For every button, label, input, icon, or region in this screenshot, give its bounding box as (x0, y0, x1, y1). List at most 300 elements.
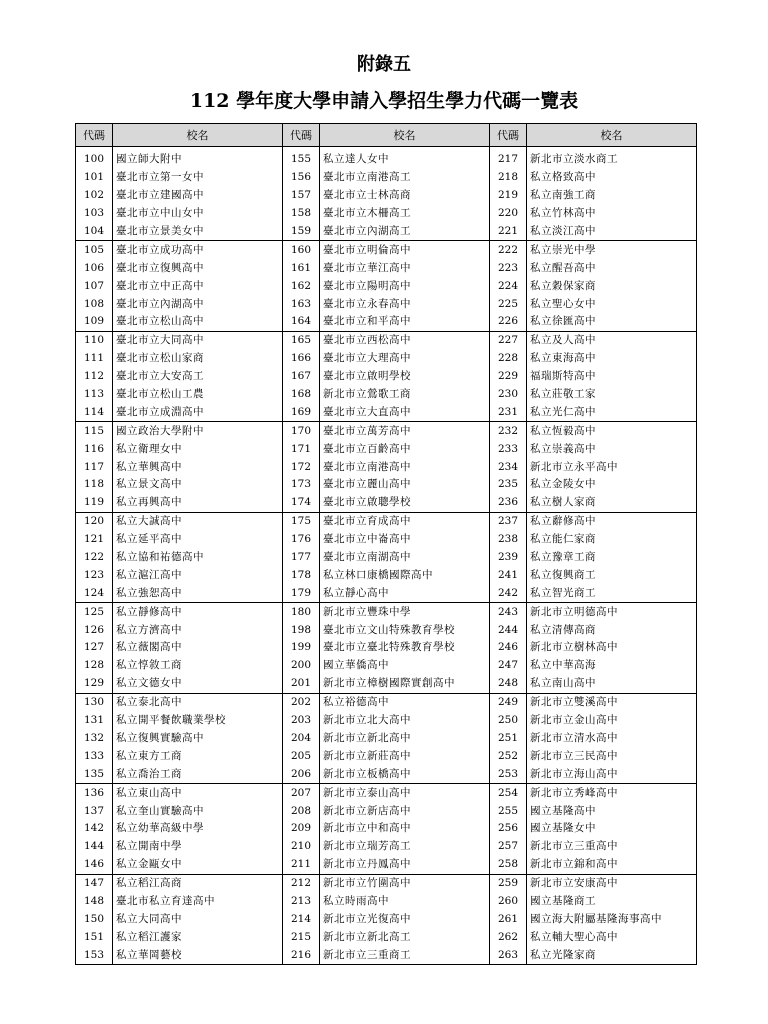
school-code-cell: 221 (490, 223, 527, 241)
school-code-cell: 215 (283, 928, 320, 946)
school-code-cell: 199 (283, 639, 320, 657)
school-code-cell: 258 (490, 856, 527, 874)
school-code-cell: 148 (76, 893, 113, 911)
school-name-cell: 新北市立明德高中 (527, 603, 697, 621)
table-row (76, 368, 697, 386)
school-code-cell: 130 (76, 693, 113, 711)
school-name-cell: 私立大誠高中 (113, 512, 283, 530)
school-name-cell: 私立滬江高中 (113, 566, 283, 584)
table-row (76, 784, 697, 802)
school-code-cell: 211 (283, 856, 320, 874)
school-code-cell: 248 (490, 675, 527, 693)
school-code-cell: 180 (283, 603, 320, 621)
table-row (76, 223, 697, 241)
school-name-cell: 私立清傳高商 (527, 621, 697, 639)
school-name-cell: 臺北市立大安高工 (113, 368, 283, 386)
school-name-cell: 新北市立樹林高中 (527, 639, 697, 657)
school-name-cell: 私立文德女中 (113, 675, 283, 693)
school-name-cell: 私立輔大聖心高中 (527, 928, 697, 946)
school-code-cell: 263 (490, 946, 527, 964)
table-row (76, 350, 697, 368)
school-code-cell: 218 (490, 169, 527, 187)
school-code-cell: 252 (490, 747, 527, 765)
school-name-cell: 私立達人女中 (320, 147, 490, 169)
table-row (76, 422, 697, 440)
school-code-cell: 216 (283, 946, 320, 964)
school-code-cell: 111 (76, 350, 113, 368)
school-code-cell: 153 (76, 946, 113, 964)
school-name-cell: 新北市立光復高中 (320, 910, 490, 928)
table-row (76, 820, 697, 838)
school-code-cell: 110 (76, 331, 113, 349)
school-name-cell: 私立東海高中 (527, 350, 697, 368)
school-name-cell: 國立基隆女中 (527, 820, 697, 838)
school-code-cell: 118 (76, 476, 113, 494)
table-row (76, 512, 697, 530)
school-code-cell: 166 (283, 350, 320, 368)
school-name-cell: 私立豫章工商 (527, 549, 697, 567)
school-code-cell: 251 (490, 730, 527, 748)
school-name-cell: 私立樹人家商 (527, 494, 697, 512)
school-code-cell: 235 (490, 476, 527, 494)
school-name-cell: 新北市立丹鳳高中 (320, 856, 490, 874)
school-name-cell: 新北市立三重高中 (527, 838, 697, 856)
column-header-name: 校名 (527, 124, 697, 147)
page-title: 112 學年度大學申請入學招生學力代碼一覽表 (189, 90, 579, 112)
school-code-cell: 257 (490, 838, 527, 856)
school-code-cell: 226 (490, 313, 527, 331)
school-name-cell: 新北市立三重商工 (320, 946, 490, 964)
school-name-cell: 私立泰北高中 (113, 693, 283, 711)
school-code-cell: 122 (76, 549, 113, 567)
table-row (76, 856, 697, 874)
school-name-cell: 新北市立豐珠中學 (320, 603, 490, 621)
school-code-cell: 102 (76, 187, 113, 205)
school-code-cell: 146 (76, 856, 113, 874)
school-code-cell: 239 (490, 549, 527, 567)
table-row (76, 675, 697, 693)
school-code-cell: 119 (76, 494, 113, 512)
school-code-cell: 113 (76, 386, 113, 404)
school-code-cell: 142 (76, 820, 113, 838)
school-name-cell: 新北市立新北高中 (320, 730, 490, 748)
table-row (76, 928, 697, 946)
school-code-cell: 250 (490, 712, 527, 730)
school-code-cell: 123 (76, 566, 113, 584)
school-code-cell: 125 (76, 603, 113, 621)
school-code-cell: 246 (490, 639, 527, 657)
table-row (76, 169, 697, 187)
column-header-code: 代碼 (283, 124, 320, 147)
school-name-cell: 臺北市立復興高中 (113, 259, 283, 277)
school-name-cell: 私立開南中學 (113, 838, 283, 856)
school-name-cell: 臺北市立華江高中 (320, 259, 490, 277)
school-code-cell: 230 (490, 386, 527, 404)
school-name-cell: 臺北市立內湖高工 (320, 223, 490, 241)
school-code-cell: 200 (283, 657, 320, 675)
school-name-cell: 臺北市立麗山高中 (320, 476, 490, 494)
school-code-cell: 254 (490, 784, 527, 802)
school-code-cell: 207 (283, 784, 320, 802)
school-code-cell: 165 (283, 331, 320, 349)
school-name-cell: 私立林口康橋國際高中 (320, 566, 490, 584)
school-code-cell: 158 (283, 205, 320, 223)
school-name-cell: 私立金甌女中 (113, 856, 283, 874)
school-code-cell: 222 (490, 241, 527, 259)
school-name-cell: 臺北市立西松高中 (320, 331, 490, 349)
school-name-cell: 新北市立泰山高中 (320, 784, 490, 802)
school-name-cell: 私立格致高中 (527, 169, 697, 187)
school-code-cell: 128 (76, 657, 113, 675)
school-code-cell: 175 (283, 512, 320, 530)
school-code-cell: 220 (490, 205, 527, 223)
school-code-cell: 144 (76, 838, 113, 856)
school-code-cell: 120 (76, 512, 113, 530)
table-row (76, 403, 697, 421)
school-name-cell: 新北市立金山高中 (527, 712, 697, 730)
school-code-cell: 121 (76, 531, 113, 549)
column-header-name: 校名 (320, 124, 490, 147)
table-row (76, 893, 697, 911)
school-name-cell: 臺北市私立育達高中 (113, 893, 283, 911)
school-name-cell: 私立竹林高中 (527, 205, 697, 223)
school-code-cell: 136 (76, 784, 113, 802)
school-name-cell: 臺北市立育成高中 (320, 512, 490, 530)
school-code-cell: 253 (490, 765, 527, 783)
school-name-cell: 臺北市立臺北特殊教育學校 (320, 639, 490, 657)
table-row (76, 549, 697, 567)
school-name-cell: 私立華興高中 (113, 458, 283, 476)
school-code-cell: 255 (490, 802, 527, 820)
school-name-cell: 私立能仁家商 (527, 531, 697, 549)
school-code-cell: 133 (76, 747, 113, 765)
column-header-code: 代碼 (490, 124, 527, 147)
school-code-cell: 247 (490, 657, 527, 675)
school-name-cell: 私立光仁高中 (527, 403, 697, 421)
table-row (76, 639, 697, 657)
school-code-cell: 178 (283, 566, 320, 584)
school-name-cell: 臺北市立建國高中 (113, 187, 283, 205)
school-name-cell: 臺北市立啟明學校 (320, 368, 490, 386)
table-row (76, 313, 697, 331)
school-code-cell: 233 (490, 440, 527, 458)
school-code-cell: 238 (490, 531, 527, 549)
school-code-cell: 170 (283, 422, 320, 440)
school-code-cell: 244 (490, 621, 527, 639)
school-code-cell: 169 (283, 403, 320, 421)
school-name-cell: 新北市立永平高中 (527, 458, 697, 476)
school-name-cell: 臺北市立大同高中 (113, 331, 283, 349)
school-name-cell: 臺北市立中正高中 (113, 277, 283, 295)
school-name-cell: 私立穀保家商 (527, 277, 697, 295)
school-code-cell: 162 (283, 277, 320, 295)
school-name-cell: 國立師大附中 (113, 147, 283, 169)
school-name-cell: 私立稻江高商 (113, 874, 283, 892)
school-name-cell: 臺北市立啟聰學校 (320, 494, 490, 512)
table-row (76, 386, 697, 404)
school-name-cell: 福瑞斯特高中 (527, 368, 697, 386)
school-name-cell: 臺北市立百齡高中 (320, 440, 490, 458)
school-name-cell: 私立方濟高中 (113, 621, 283, 639)
school-code-cell: 114 (76, 403, 113, 421)
school-code-cell: 131 (76, 712, 113, 730)
school-code-cell: 168 (283, 386, 320, 404)
school-code-cell: 107 (76, 277, 113, 295)
school-code-cell: 164 (283, 313, 320, 331)
school-name-cell: 新北市立安康高中 (527, 874, 697, 892)
school-name-cell: 私立智光商工 (527, 584, 697, 602)
school-name-cell: 私立淡江高中 (527, 223, 697, 241)
table-row (76, 277, 697, 295)
school-code-cell: 127 (76, 639, 113, 657)
table-row (76, 584, 697, 602)
school-name-cell: 私立東方工商 (113, 747, 283, 765)
school-code-cell: 227 (490, 331, 527, 349)
table-row (76, 531, 697, 549)
school-name-cell: 新北市立雙溪高中 (527, 693, 697, 711)
school-name-cell: 私立靜心高中 (320, 584, 490, 602)
school-code-cell: 223 (490, 259, 527, 277)
school-name-cell: 臺北市立明倫高中 (320, 241, 490, 259)
school-code-cell: 234 (490, 458, 527, 476)
school-name-cell: 新北市立板橋高中 (320, 765, 490, 783)
school-name-cell: 私立強恕高中 (113, 584, 283, 602)
school-name-cell: 臺北市立萬芳高中 (320, 422, 490, 440)
school-code-cell: 129 (76, 675, 113, 693)
school-code-cell: 219 (490, 187, 527, 205)
school-name-cell: 新北市立北大高中 (320, 712, 490, 730)
school-code-cell: 116 (76, 440, 113, 458)
table-row (76, 693, 697, 711)
school-code-cell: 171 (283, 440, 320, 458)
school-code-cell: 155 (283, 147, 320, 169)
school-code-cell: 213 (283, 893, 320, 911)
school-code-cell: 262 (490, 928, 527, 946)
school-name-cell: 新北市立新店高中 (320, 802, 490, 820)
school-name-cell: 國立基隆高中 (527, 802, 697, 820)
table-row (76, 187, 697, 205)
school-code-cell: 156 (283, 169, 320, 187)
school-code-cell: 229 (490, 368, 527, 386)
school-code-cell: 241 (490, 566, 527, 584)
school-name-cell: 臺北市立第一女中 (113, 169, 283, 187)
school-code-cell: 201 (283, 675, 320, 693)
school-code-cell: 231 (490, 403, 527, 421)
school-name-cell: 私立景文高中 (113, 476, 283, 494)
column-header-code: 代碼 (76, 124, 113, 147)
school-code-cell: 172 (283, 458, 320, 476)
school-name-cell: 臺北市立松山家商 (113, 350, 283, 368)
school-code-cell: 249 (490, 693, 527, 711)
school-name-cell: 臺北市立永春高中 (320, 295, 490, 313)
column-header-name: 校名 (113, 124, 283, 147)
school-name-cell: 私立恆毅高中 (527, 422, 697, 440)
table-row (76, 910, 697, 928)
school-name-cell: 新北市立中和高中 (320, 820, 490, 838)
school-code-cell: 112 (76, 368, 113, 386)
school-name-cell: 臺北市立陽明高中 (320, 277, 490, 295)
table-row (76, 331, 697, 349)
school-name-cell: 私立華岡藝校 (113, 946, 283, 964)
school-code-cell: 103 (76, 205, 113, 223)
school-code-cell: 259 (490, 874, 527, 892)
table-row (76, 259, 697, 277)
table-header-row (76, 124, 697, 147)
school-code-cell: 173 (283, 476, 320, 494)
school-code-cell: 124 (76, 584, 113, 602)
school-code-cell: 206 (283, 765, 320, 783)
school-name-cell: 私立光隆家商 (527, 946, 697, 964)
school-name-cell: 私立開平餐飲職業學校 (113, 712, 283, 730)
school-name-cell: 臺北市立景美女中 (113, 223, 283, 241)
table-row (76, 765, 697, 783)
school-name-cell: 私立協和祐德高中 (113, 549, 283, 567)
school-name-cell: 臺北市立文山特殊教育學校 (320, 621, 490, 639)
school-code-cell: 203 (283, 712, 320, 730)
table-row (76, 838, 697, 856)
table-row (76, 440, 697, 458)
school-code-cell: 179 (283, 584, 320, 602)
school-name-cell: 私立金陵女中 (527, 476, 697, 494)
school-name-cell: 私立靜修高中 (113, 603, 283, 621)
school-code-cell: 217 (490, 147, 527, 169)
school-name-cell: 新北市立瑞芳高工 (320, 838, 490, 856)
school-name-cell: 新北市立三民高中 (527, 747, 697, 765)
school-code-cell: 151 (76, 928, 113, 946)
school-code-cell: 137 (76, 802, 113, 820)
school-name-cell: 私立稻江護家 (113, 928, 283, 946)
school-code-cell: 261 (490, 910, 527, 928)
school-code-cell: 256 (490, 820, 527, 838)
school-name-cell: 臺北市立中崙高中 (320, 531, 490, 549)
school-name-cell: 私立喬治工商 (113, 765, 283, 783)
school-name-cell: 臺北市立南港高中 (320, 458, 490, 476)
school-code-cell: 210 (283, 838, 320, 856)
table-row (76, 657, 697, 675)
appendix-label: 附錄五 (357, 54, 411, 75)
school-name-cell: 私立延平高中 (113, 531, 283, 549)
school-code-cell: 100 (76, 147, 113, 169)
school-name-cell: 臺北市立和平高中 (320, 313, 490, 331)
school-name-cell: 私立衛理女中 (113, 440, 283, 458)
school-code-cell: 260 (490, 893, 527, 911)
school-name-cell: 臺北市立大直高中 (320, 403, 490, 421)
school-name-cell: 國立華僑高中 (320, 657, 490, 675)
school-code-cell: 161 (283, 259, 320, 277)
school-name-cell: 私立中華高海 (527, 657, 697, 675)
table-row (76, 621, 697, 639)
school-code-cell: 108 (76, 295, 113, 313)
school-name-cell: 私立南山高中 (527, 675, 697, 693)
school-code-cell: 159 (283, 223, 320, 241)
school-name-cell: 新北市立淡水商工 (527, 147, 697, 169)
table-row (76, 476, 697, 494)
school-name-cell: 私立復興實驗高中 (113, 730, 283, 748)
school-code-cell: 204 (283, 730, 320, 748)
school-name-cell: 臺北市立成功高中 (113, 241, 283, 259)
school-code-table (75, 123, 697, 965)
school-code-cell: 237 (490, 512, 527, 530)
school-code-cell: 174 (283, 494, 320, 512)
school-code-cell: 126 (76, 621, 113, 639)
school-name-cell: 新北市立清水高中 (527, 730, 697, 748)
school-name-cell: 臺北市立南湖高中 (320, 549, 490, 567)
school-code-cell: 147 (76, 874, 113, 892)
school-name-cell: 私立奎山實驗高中 (113, 802, 283, 820)
school-code-cell: 101 (76, 169, 113, 187)
school-name-cell: 私立辭修高中 (527, 512, 697, 530)
school-name-cell: 私立大同高中 (113, 910, 283, 928)
table-row (76, 295, 697, 313)
school-name-cell: 臺北市立松山高中 (113, 313, 283, 331)
school-name-cell: 私立時雨高中 (320, 893, 490, 911)
school-code-cell: 132 (76, 730, 113, 748)
school-name-cell: 新北市立秀峰高中 (527, 784, 697, 802)
school-code-cell: 208 (283, 802, 320, 820)
table-row (76, 147, 697, 169)
school-code-cell: 225 (490, 295, 527, 313)
table-row (76, 241, 697, 259)
school-code-cell: 228 (490, 350, 527, 368)
school-code-cell: 205 (283, 747, 320, 765)
school-code-cell: 157 (283, 187, 320, 205)
school-code-cell: 224 (490, 277, 527, 295)
school-name-cell: 私立崇光中學 (527, 241, 697, 259)
table-row (76, 566, 697, 584)
school-code-cell: 117 (76, 458, 113, 476)
school-code-cell: 202 (283, 693, 320, 711)
table-row (76, 946, 697, 964)
table-row (76, 747, 697, 765)
school-code-cell: 243 (490, 603, 527, 621)
school-code-cell: 160 (283, 241, 320, 259)
school-name-cell: 臺北市立成淵高中 (113, 403, 283, 421)
school-name-cell: 國立基隆商工 (527, 893, 697, 911)
school-name-cell: 私立徐匯高中 (527, 313, 697, 331)
table-row (76, 802, 697, 820)
table-row (76, 712, 697, 730)
school-code-cell: 163 (283, 295, 320, 313)
school-code-cell: 209 (283, 820, 320, 838)
school-code-cell: 167 (283, 368, 320, 386)
table-body (76, 147, 697, 965)
school-code-cell: 109 (76, 313, 113, 331)
school-name-cell: 臺北市立木柵高工 (320, 205, 490, 223)
school-name-cell: 臺北市立松山工農 (113, 386, 283, 404)
school-code-cell: 198 (283, 621, 320, 639)
school-name-cell: 私立莊敬工家 (527, 386, 697, 404)
school-code-cell: 115 (76, 422, 113, 440)
school-name-cell: 臺北市立內湖高中 (113, 295, 283, 313)
school-code-cell: 106 (76, 259, 113, 277)
school-code-cell: 242 (490, 584, 527, 602)
school-name-cell: 私立南強工商 (527, 187, 697, 205)
table-row (76, 874, 697, 892)
school-code-cell: 104 (76, 223, 113, 241)
school-name-cell: 新北市立竹圍高中 (320, 874, 490, 892)
school-name-cell: 私立復興商工 (527, 566, 697, 584)
table-row (76, 603, 697, 621)
school-name-cell: 新北市立新莊高中 (320, 747, 490, 765)
school-name-cell: 私立裕德高中 (320, 693, 490, 711)
school-name-cell: 新北市立海山高中 (527, 765, 697, 783)
school-name-cell: 私立東山高中 (113, 784, 283, 802)
school-name-cell: 臺北市立大理高中 (320, 350, 490, 368)
school-name-cell: 私立幼華高級中學 (113, 820, 283, 838)
school-code-cell: 150 (76, 910, 113, 928)
school-name-cell: 私立薇閣高中 (113, 639, 283, 657)
school-name-cell: 私立惇敘工商 (113, 657, 283, 675)
